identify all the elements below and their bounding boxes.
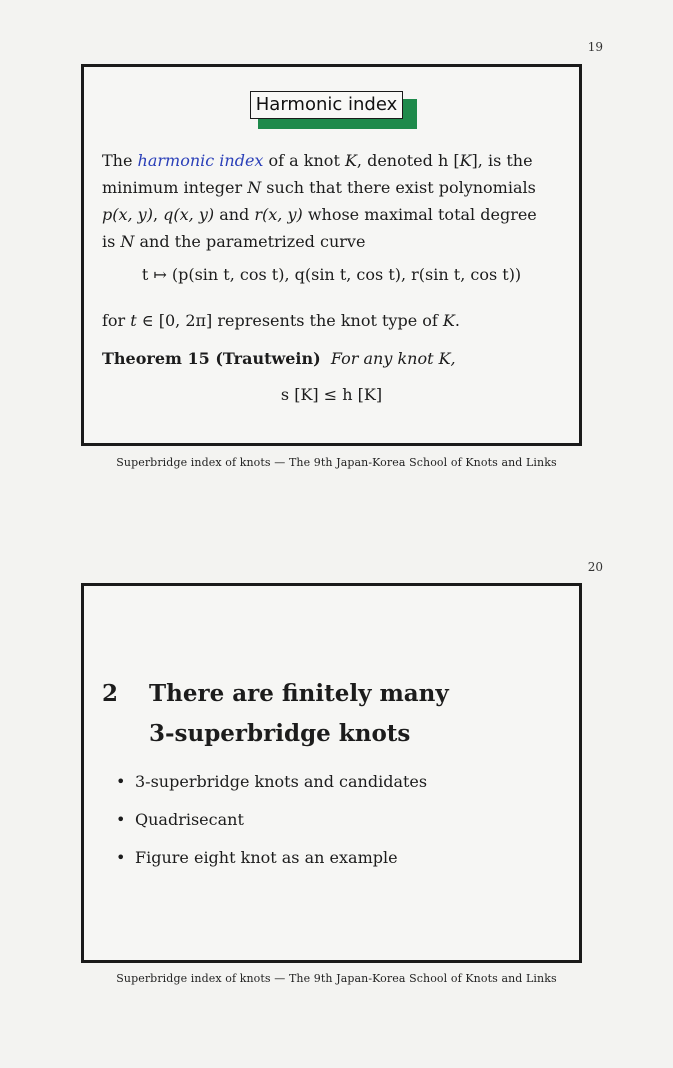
- curve-formula: t ↦ (p(sin t, cos t), q(sin t, cos t), r(sin t, cos t)): [141, 265, 522, 284]
- math-var: N: [247, 178, 262, 197]
- text: ∈ [0, 2π] represents the knot type of: [136, 311, 443, 330]
- bullet-icon: •: [116, 848, 126, 867]
- list-item: [116, 844, 427, 882]
- section-title-line-1: There are finitely many: [149, 680, 449, 707]
- text: ,: [152, 205, 164, 224]
- math-var: N: [120, 232, 135, 251]
- bullet-icon: •: [116, 810, 126, 829]
- text: for: [102, 311, 131, 330]
- page-number: 19: [587, 40, 603, 54]
- slide-section-2: [81, 583, 582, 963]
- definition-line-4: [102, 228, 572, 255]
- math-var: K: [442, 311, 455, 330]
- range-sentence: [102, 307, 572, 334]
- page-footer: Superbridge index of knots — The 9th Japan-Korea School of Knots and Links: [116, 456, 557, 469]
- math-var: p(x, y): [102, 205, 153, 224]
- list-item: [116, 806, 427, 844]
- definition-line-2: [102, 174, 572, 201]
- list-item-text: Figure eight knot as an example: [135, 848, 398, 867]
- text: and: [214, 205, 255, 224]
- section-title: [149, 674, 569, 754]
- definition-paragraph: [102, 147, 572, 255]
- text: .: [454, 311, 460, 330]
- text: is: [102, 232, 121, 251]
- theorem-statement: For any knot K,: [330, 349, 456, 368]
- text: , denoted h [: [356, 151, 460, 170]
- definition-line-1: [102, 147, 572, 174]
- text: ], is the: [471, 151, 533, 170]
- bullet-list: [116, 768, 427, 882]
- math-var: K: [459, 151, 472, 170]
- slide-title: [250, 91, 403, 119]
- list-item: [116, 768, 427, 806]
- section-number: 2: [102, 680, 119, 707]
- slide-harmonic-index: [81, 64, 582, 446]
- theorem-formula: s [K] ≤ h [K]: [280, 385, 383, 404]
- theorem-name: Theorem 15 (Trautwein): [102, 349, 321, 368]
- math-var: t: [130, 311, 137, 330]
- text: of a knot: [263, 151, 345, 170]
- math-var: q(x, y): [163, 205, 215, 224]
- text: whose maximal total degree: [302, 205, 537, 224]
- definition-line-3: [102, 201, 572, 228]
- page-footer: Superbridge index of knots — The 9th Japan-Korea School of Knots and Links: [116, 972, 557, 985]
- list-item-text: Quadrisecant: [135, 810, 244, 829]
- page-number: 20: [587, 560, 603, 574]
- text: minimum integer: [102, 178, 248, 197]
- section-title-line-2: 3-superbridge knots: [149, 720, 411, 747]
- text: and the parametrized curve: [134, 232, 366, 251]
- theorem: [102, 345, 572, 372]
- title-box: Harmonic index: [250, 91, 403, 119]
- math-var: r(x, y): [254, 205, 303, 224]
- text: such that there exist polynomials: [261, 178, 536, 197]
- math-var: K: [344, 151, 357, 170]
- bullet-icon: •: [116, 772, 126, 791]
- text: The: [102, 151, 138, 170]
- list-item-text: 3-superbridge knots and candidates: [135, 772, 428, 791]
- highlighted-term: harmonic index: [137, 151, 264, 170]
